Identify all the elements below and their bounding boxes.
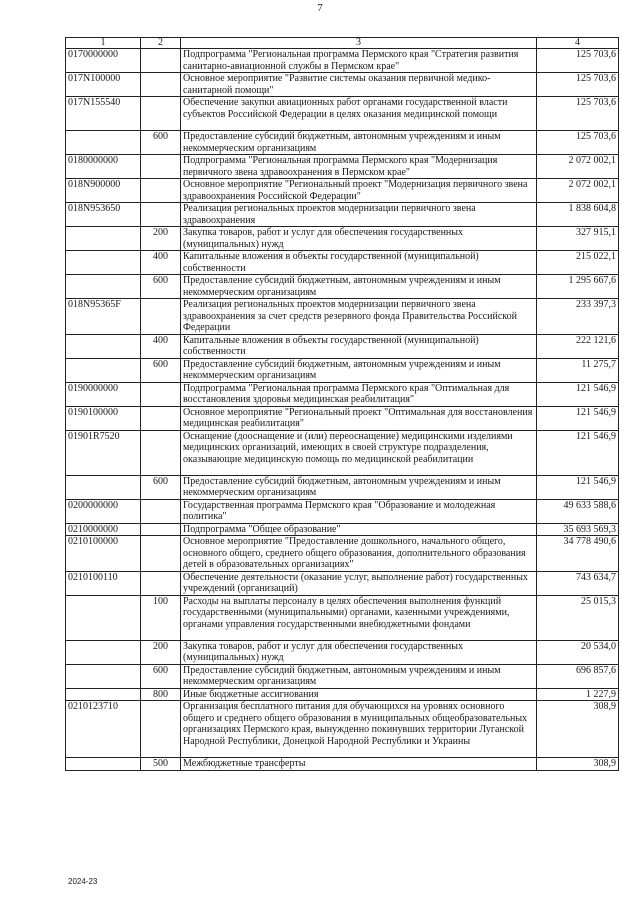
- expense-type-cell: [141, 203, 181, 227]
- table-row: [66, 73, 619, 97]
- code-cell: 0200000000: [66, 499, 141, 523]
- expense-type-cell: 400: [141, 334, 181, 358]
- expense-type-cell: [141, 299, 181, 335]
- amount-cell: 35 693 569,3: [537, 523, 619, 536]
- description-cell: Реализация региональных проектов модернизации первичного звена здравоохранения за счет средств резервного фонда Правительства Российской Федерации: [181, 299, 537, 335]
- description-cell: Основное мероприятие "Развитие системы оказания первичной медико-санитарной помощи": [181, 73, 537, 97]
- code-cell: [66, 640, 141, 664]
- expense-type-cell: 400: [141, 251, 181, 275]
- description-cell: Подпрограмма "Общее образование": [181, 523, 537, 536]
- table-row: [66, 131, 619, 155]
- amount-cell: 2 072 002,1: [537, 179, 619, 203]
- code-cell: 0210123710: [66, 701, 141, 758]
- table-row: [66, 640, 619, 664]
- table-row: [66, 406, 619, 430]
- expense-type-cell: 600: [141, 475, 181, 499]
- description-cell: Капитальные вложения в объекты государственной (муниципальной) собственности: [181, 251, 537, 275]
- expense-type-cell: [141, 97, 181, 131]
- description-cell: Обеспечение закупки авиационных работ органами государственной власти субъектов Российской Федерации в целях оказания медицинской помощи: [181, 97, 537, 131]
- code-cell: [66, 664, 141, 688]
- page-number: 7: [317, 2, 323, 14]
- description-cell: Подпрограмма "Региональная программа Пермского края "Модернизация первичного звена здравоохранения в Пермском крае": [181, 155, 537, 179]
- footer-code: 2024-23: [68, 877, 98, 886]
- expense-type-cell: [141, 499, 181, 523]
- description-cell: Подпрограмма "Региональная программа Пермского края "Оптимальная для восстановления здоровья медицинская реабилитация": [181, 382, 537, 406]
- expense-type-cell: [141, 73, 181, 97]
- description-cell: Расходы на выплаты персоналу в целях обеспечения выполнения функций государственными (муниципальными) органами, казенными учреждениями, органами управления государственными внебюджетными фондами: [181, 595, 537, 640]
- table-row: [66, 251, 619, 275]
- amount-cell: 743 634,7: [537, 571, 619, 595]
- description-cell: Основное мероприятие "Предоставление дошкольного, начального общего, основного общего, среднего общего образования, дополнительного образования детей в образовательных организациях": [181, 536, 537, 572]
- column-header-2: 2: [141, 38, 181, 49]
- code-cell: [66, 688, 141, 701]
- amount-cell: 1 227,9: [537, 688, 619, 701]
- amount-cell: 125 703,6: [537, 49, 619, 73]
- description-cell: Реализация региональных проектов модернизации первичного звена здравоохранения: [181, 203, 537, 227]
- expense-type-cell: [141, 571, 181, 595]
- code-cell: 0170000000: [66, 49, 141, 73]
- table-row: [66, 275, 619, 299]
- code-cell: [66, 227, 141, 251]
- code-cell: 018N95365F: [66, 299, 141, 335]
- expense-type-cell: 600: [141, 358, 181, 382]
- amount-cell: 696 857,6: [537, 664, 619, 688]
- amount-cell: 308,9: [537, 701, 619, 758]
- expense-type-cell: 600: [141, 664, 181, 688]
- description-cell: Предоставление субсидий бюджетным, автономным учреждениям и иным некоммерческим организациям: [181, 358, 537, 382]
- description-cell: Предоставление субсидий бюджетным, автономным учреждениям и иным некоммерческим организациям: [181, 275, 537, 299]
- expense-type-cell: [141, 155, 181, 179]
- expense-type-cell: 200: [141, 227, 181, 251]
- description-cell: Предоставление субсидий бюджетным, автономным учреждениям и иным некоммерческим организациям: [181, 475, 537, 499]
- amount-cell: 34 778 490,6: [537, 536, 619, 572]
- code-cell: 017N100000: [66, 73, 141, 97]
- description-cell: Капитальные вложения в объекты государственной (муниципальной) собственности: [181, 334, 537, 358]
- amount-cell: 25 015,3: [537, 595, 619, 640]
- table-header-row: [66, 38, 619, 49]
- code-cell: [66, 595, 141, 640]
- expense-type-cell: 500: [141, 758, 181, 771]
- amount-cell: 121 546,9: [537, 430, 619, 475]
- description-cell: Основное мероприятие "Региональный проект "Оптимальная для восстановления медицинская реабилитация": [181, 406, 537, 430]
- code-cell: [66, 758, 141, 771]
- table-row: [66, 595, 619, 640]
- expense-type-cell: [141, 49, 181, 73]
- expense-type-cell: 800: [141, 688, 181, 701]
- budget-table: [65, 37, 619, 771]
- code-cell: 0210100110: [66, 571, 141, 595]
- table-row: [66, 701, 619, 758]
- expense-type-cell: 200: [141, 640, 181, 664]
- description-cell: Закупка товаров, работ и услуг для обеспечения государственных (муниципальных) нужд: [181, 227, 537, 251]
- amount-cell: 121 546,9: [537, 406, 619, 430]
- code-cell: 018N953650: [66, 203, 141, 227]
- amount-cell: 11 275,7: [537, 358, 619, 382]
- table-row: [66, 688, 619, 701]
- table-row: [66, 203, 619, 227]
- code-cell: [66, 475, 141, 499]
- table-row: [66, 299, 619, 335]
- expense-type-cell: [141, 179, 181, 203]
- code-cell: 0190000000: [66, 382, 141, 406]
- table-row: [66, 664, 619, 688]
- table-row: [66, 179, 619, 203]
- table-row: [66, 523, 619, 536]
- column-header-4: 4: [537, 38, 619, 49]
- table-row: [66, 430, 619, 475]
- description-cell: Предоставление субсидий бюджетным, автономным учреждениям и иным некоммерческим организациям: [181, 664, 537, 688]
- amount-cell: 121 546,9: [537, 475, 619, 499]
- expense-type-cell: [141, 701, 181, 758]
- column-header-3: 3: [181, 38, 537, 49]
- amount-cell: 20 534,0: [537, 640, 619, 664]
- column-header-1: 1: [66, 38, 141, 49]
- code-cell: [66, 251, 141, 275]
- expense-type-cell: 100: [141, 595, 181, 640]
- amount-cell: 222 121,6: [537, 334, 619, 358]
- description-cell: Организация бесплатного питания для обучающихся на уровнях основного общего и среднего общего образования в муниципальных общеобразовательных организациях Пермского края, вынужденно покинувших территории Луганской Народной Республики, Донецкой Народной Республики и Украины: [181, 701, 537, 758]
- description-cell: Предоставление субсидий бюджетным, автономным учреждениям и иным некоммерческим организациям: [181, 131, 537, 155]
- table-row: [66, 571, 619, 595]
- amount-cell: 233 397,3: [537, 299, 619, 335]
- description-cell: Межбюджетные трансферты: [181, 758, 537, 771]
- table-row: [66, 536, 619, 572]
- description-cell: Обеспечение деятельности (оказание услуг, выполнение работ) государственных учреждений (организаций): [181, 571, 537, 595]
- expense-type-cell: [141, 536, 181, 572]
- code-cell: 017N155540: [66, 97, 141, 131]
- code-cell: [66, 131, 141, 155]
- code-cell: [66, 275, 141, 299]
- amount-cell: 327 915,1: [537, 227, 619, 251]
- description-cell: Иные бюджетные ассигнования: [181, 688, 537, 701]
- table-row: [66, 499, 619, 523]
- amount-cell: 2 072 002,1: [537, 155, 619, 179]
- code-cell: 01901R7520: [66, 430, 141, 475]
- amount-cell: 125 703,6: [537, 73, 619, 97]
- table-row: [66, 49, 619, 73]
- code-cell: 0210100000: [66, 536, 141, 572]
- table-row: [66, 358, 619, 382]
- amount-cell: 125 703,6: [537, 97, 619, 131]
- code-cell: 0180000000: [66, 155, 141, 179]
- description-cell: Закупка товаров, работ и услуг для обеспечения государственных (муниципальных) нужд: [181, 640, 537, 664]
- table-row: [66, 758, 619, 771]
- table-row: [66, 155, 619, 179]
- table-row: [66, 97, 619, 131]
- table-row: [66, 227, 619, 251]
- amount-cell: 49 633 588,6: [537, 499, 619, 523]
- amount-cell: 1 838 604,8: [537, 203, 619, 227]
- expense-type-cell: [141, 406, 181, 430]
- description-cell: Государственная программа Пермского края "Образование и молодежная политика": [181, 499, 537, 523]
- code-cell: [66, 358, 141, 382]
- code-cell: 018N900000: [66, 179, 141, 203]
- description-cell: Подпрограмма "Региональная программа Пермского края "Стратегия развития санитарно-авиационной службы в Пермском крае": [181, 49, 537, 73]
- amount-cell: 215 022,1: [537, 251, 619, 275]
- table-row: [66, 382, 619, 406]
- amount-cell: 125 703,6: [537, 131, 619, 155]
- amount-cell: 1 295 667,6: [537, 275, 619, 299]
- description-cell: Оснащение (дооснащение и (или) переоснащение) медицинскими изделиями медицинских организаций, имеющих в своей структуре подразделения, оказывающие медицинскую помощь по медицинской реабилитации: [181, 430, 537, 475]
- table-row: [66, 475, 619, 499]
- table-row: [66, 334, 619, 358]
- amount-cell: 308,9: [537, 758, 619, 771]
- amount-cell: 121 546,9: [537, 382, 619, 406]
- code-cell: [66, 334, 141, 358]
- code-cell: 0190100000: [66, 406, 141, 430]
- description-cell: Основное мероприятие "Региональный проект "Модернизация первичного звена здравоохранения Российской Федерации": [181, 179, 537, 203]
- expense-type-cell: 600: [141, 131, 181, 155]
- expense-type-cell: [141, 523, 181, 536]
- code-cell: 0210000000: [66, 523, 141, 536]
- expense-type-cell: [141, 430, 181, 475]
- expense-type-cell: [141, 382, 181, 406]
- expense-type-cell: 600: [141, 275, 181, 299]
